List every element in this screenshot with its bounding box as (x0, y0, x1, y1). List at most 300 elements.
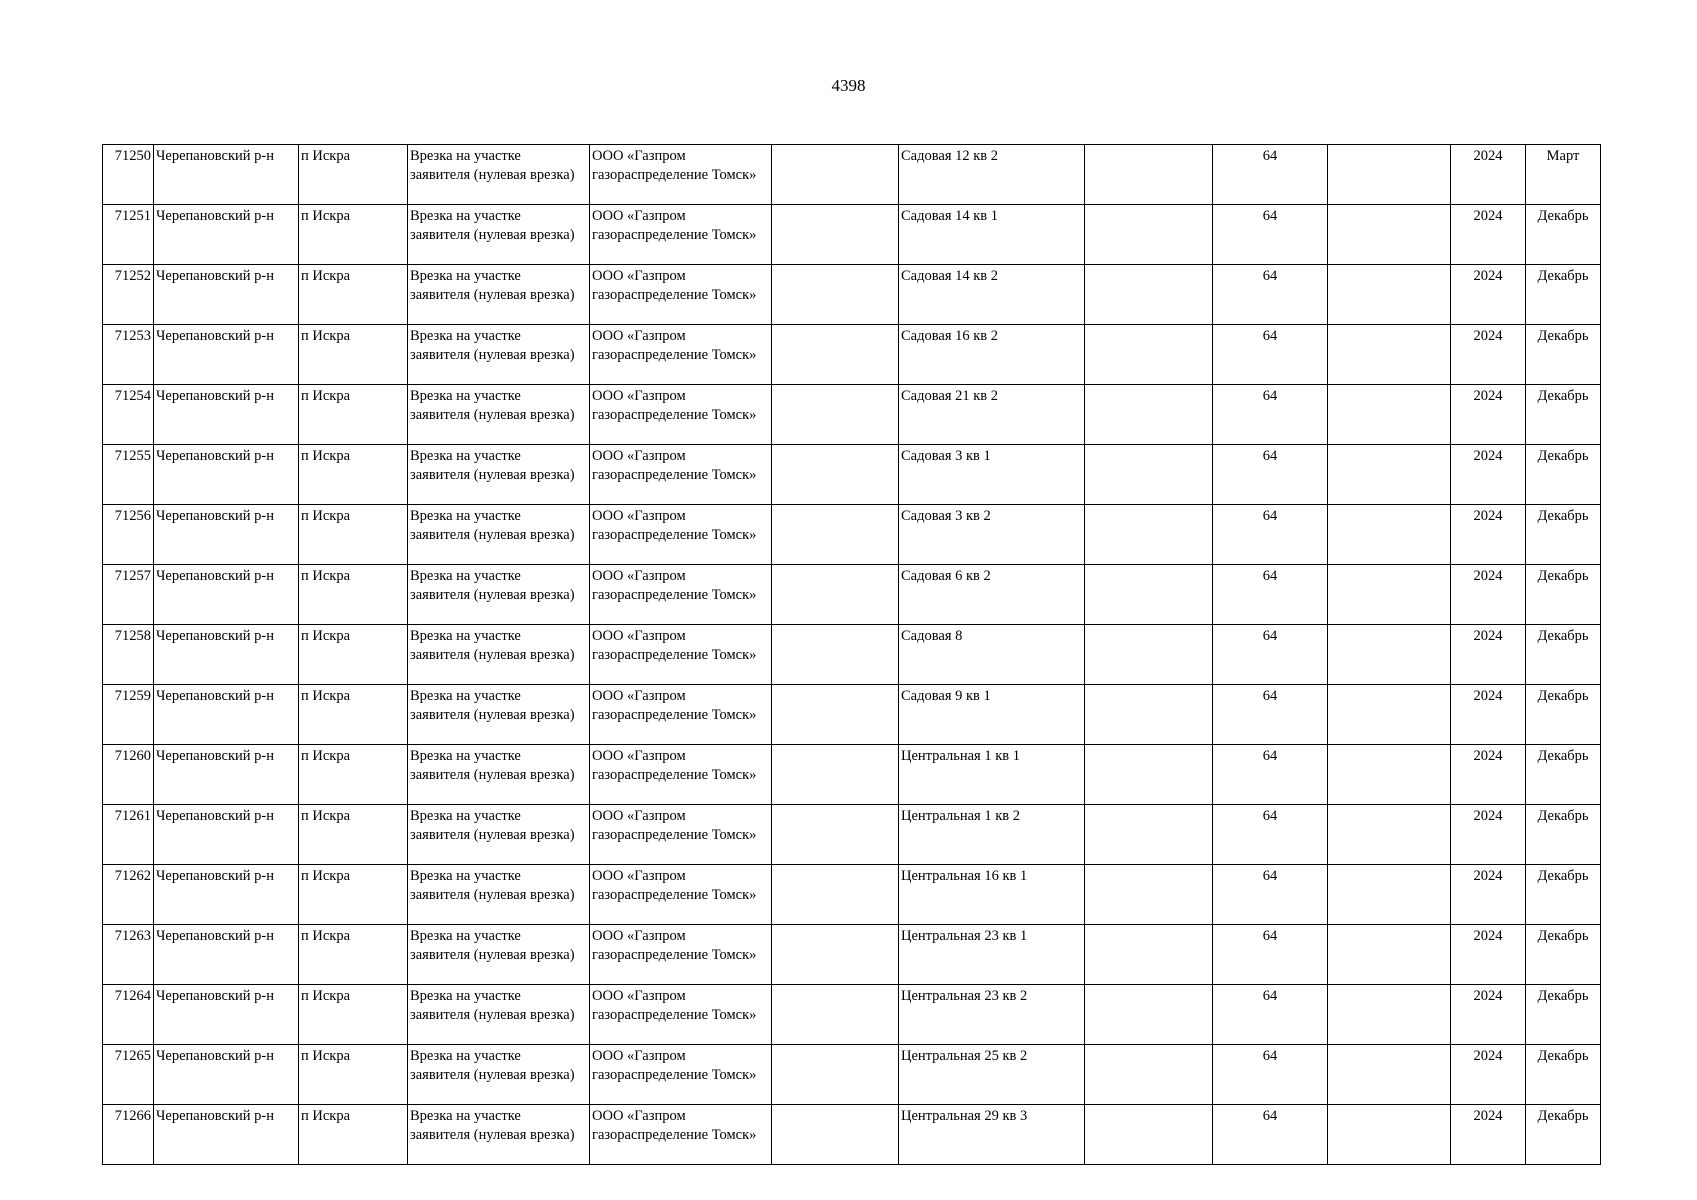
work-type-cell (408, 505, 590, 565)
empty-cell (772, 865, 899, 925)
empty-cell (772, 565, 899, 625)
work-type-line1: Врезка на участке (410, 628, 521, 644)
empty-cell (1085, 565, 1213, 625)
address: Садовая 8 (901, 628, 963, 644)
empty-cell (1085, 745, 1213, 805)
power-value: 64 (1262, 1108, 1278, 1124)
work-type-line1: Врезка на участке (410, 148, 521, 164)
address-cell (899, 1105, 1085, 1165)
empty-cell (1328, 805, 1451, 865)
address-cell (899, 925, 1085, 985)
address: Садовая 9 кв 1 (901, 688, 991, 704)
year-cell (1451, 205, 1526, 265)
organization-cell (590, 985, 772, 1045)
address: Центральная 29 кв 3 (901, 1108, 1028, 1124)
address: Центральная 1 кв 2 (901, 808, 1020, 824)
district: Черепановский р-н (156, 688, 274, 704)
year-value: 2024 (1473, 748, 1503, 764)
empty-cell (1328, 565, 1451, 625)
row-number-cell (103, 145, 154, 205)
empty-cell (1085, 445, 1213, 505)
power-cell (1213, 805, 1328, 865)
gasification-table (102, 144, 1601, 1165)
work-type-line2: заявителя (нулевая врезка) (410, 1127, 575, 1143)
organization-line1: ООО «Газпром (592, 628, 686, 644)
settlement-cell (299, 265, 408, 325)
empty-cell (1328, 505, 1451, 565)
organization-cell (590, 145, 772, 205)
empty-cell (772, 445, 899, 505)
table-row (103, 985, 1601, 1045)
organization-line2: газораспределение Томск» (592, 587, 757, 603)
year-cell (1451, 385, 1526, 445)
district: Черепановский р-н (156, 628, 274, 644)
work-type-line2: заявителя (нулевая врезка) (410, 767, 575, 783)
district-cell (154, 145, 299, 205)
district-cell (154, 865, 299, 925)
row-number-cell (103, 445, 154, 505)
work-type-line1: Врезка на участке (410, 688, 521, 704)
empty-cell (1085, 985, 1213, 1045)
organization-cell (590, 625, 772, 685)
empty-cell (772, 985, 899, 1045)
row-number: 71256 (114, 508, 151, 524)
district-cell (154, 805, 299, 865)
organization-cell (590, 745, 772, 805)
organization-line1: ООО «Газпром (592, 448, 686, 464)
organization-line2: газораспределение Томск» (592, 707, 757, 723)
work-type-line2: заявителя (нулевая врезка) (410, 647, 575, 663)
organization-cell (590, 1045, 772, 1105)
empty-cell (772, 1045, 899, 1105)
year-value: 2024 (1473, 1048, 1503, 1064)
settlement: п Искра (301, 388, 351, 404)
table-row (103, 805, 1601, 865)
work-type-line1: Врезка на участке (410, 748, 521, 764)
organization-line2: газораспределение Томск» (592, 407, 757, 423)
district: Черепановский р-н (156, 208, 274, 224)
empty-cell (772, 625, 899, 685)
power-cell (1213, 625, 1328, 685)
organization-line2: газораспределение Томск» (592, 287, 757, 303)
address-cell (899, 505, 1085, 565)
address-cell (899, 445, 1085, 505)
address-cell (899, 1045, 1085, 1105)
month-cell (1526, 385, 1601, 445)
row-number-cell (103, 745, 154, 805)
district: Черепановский р-н (156, 988, 274, 1004)
year-cell (1451, 565, 1526, 625)
organization-cell (590, 505, 772, 565)
power-cell (1213, 445, 1328, 505)
table-row (103, 685, 1601, 745)
district: Черепановский р-н (156, 328, 274, 344)
power-cell (1213, 265, 1328, 325)
power-value: 64 (1262, 628, 1278, 644)
organization-line1: ООО «Газпром (592, 868, 686, 884)
row-number: 71260 (114, 748, 151, 764)
empty-cell (1085, 145, 1213, 205)
organization-cell (590, 445, 772, 505)
work-type-line2: заявителя (нулевая врезка) (410, 1067, 575, 1083)
year-value: 2024 (1473, 928, 1503, 944)
row-number-cell (103, 1045, 154, 1105)
power-value: 64 (1262, 208, 1278, 224)
address: Центральная 16 кв 1 (901, 868, 1028, 884)
year-value: 2024 (1473, 1108, 1503, 1124)
work-type-line2: заявителя (нулевая врезка) (410, 887, 575, 903)
organization-cell (590, 865, 772, 925)
row-number: 71263 (114, 928, 151, 944)
address-cell (899, 145, 1085, 205)
table-row (103, 385, 1601, 445)
year-cell (1451, 325, 1526, 385)
year-cell (1451, 745, 1526, 805)
empty-cell (1328, 325, 1451, 385)
settlement-cell (299, 865, 408, 925)
page-number: 4398 (831, 76, 866, 95)
work-type-cell (408, 1105, 590, 1165)
address-cell (899, 685, 1085, 745)
settlement: п Искра (301, 688, 351, 704)
address: Садовая 14 кв 1 (901, 208, 999, 224)
organization-line1: ООО «Газпром (592, 808, 686, 824)
work-type-line2: заявителя (нулевая врезка) (410, 287, 575, 303)
month-value: Декабрь (1537, 628, 1589, 644)
organization-line2: газораспределение Томск» (592, 947, 757, 963)
organization-line2: газораспределение Томск» (592, 227, 757, 243)
work-type-line1: Врезка на участке (410, 808, 521, 824)
row-number-cell (103, 685, 154, 745)
row-number-cell (103, 565, 154, 625)
work-type-cell (408, 805, 590, 865)
row-number-cell (103, 985, 154, 1045)
empty-cell (1085, 1045, 1213, 1105)
year-cell (1451, 685, 1526, 745)
organization-line1: ООО «Газпром (592, 328, 686, 344)
month-cell (1526, 505, 1601, 565)
power-cell (1213, 925, 1328, 985)
organization-line1: ООО «Газпром (592, 508, 686, 524)
settlement-cell (299, 565, 408, 625)
organization-line1: ООО «Газпром (592, 208, 686, 224)
year-cell (1451, 1045, 1526, 1105)
work-type-cell (408, 145, 590, 205)
district-cell (154, 445, 299, 505)
settlement: п Искра (301, 448, 351, 464)
month-cell (1526, 445, 1601, 505)
power-cell (1213, 985, 1328, 1045)
power-value: 64 (1262, 448, 1278, 464)
organization-line2: газораспределение Томск» (592, 827, 757, 843)
power-cell (1213, 205, 1328, 265)
power-value: 64 (1262, 808, 1278, 824)
empty-cell (1328, 925, 1451, 985)
empty-cell (1085, 805, 1213, 865)
row-number: 71258 (114, 628, 151, 644)
power-value: 64 (1262, 1048, 1278, 1064)
month-value: Декабрь (1537, 688, 1589, 704)
settlement-cell (299, 985, 408, 1045)
work-type-line2: заявителя (нулевая врезка) (410, 707, 575, 723)
month-cell (1526, 1045, 1601, 1105)
month-cell (1526, 805, 1601, 865)
address-cell (899, 805, 1085, 865)
empty-cell (772, 745, 899, 805)
month-value: Декабрь (1537, 748, 1589, 764)
settlement-cell (299, 1045, 408, 1105)
table-row (103, 205, 1601, 265)
settlement-cell (299, 325, 408, 385)
power-value: 64 (1262, 568, 1278, 584)
district: Черепановский р-н (156, 808, 274, 824)
row-number-cell (103, 865, 154, 925)
organization-line2: газораспределение Томск» (592, 1127, 757, 1143)
empty-cell (772, 325, 899, 385)
district: Черепановский р-н (156, 1108, 274, 1124)
month-cell (1526, 565, 1601, 625)
work-type-line2: заявителя (нулевая врезка) (410, 467, 575, 483)
table-row (103, 565, 1601, 625)
organization-line1: ООО «Газпром (592, 988, 686, 1004)
row-number: 71254 (114, 388, 151, 404)
settlement-cell (299, 385, 408, 445)
row-number-cell (103, 205, 154, 265)
month-value: Декабрь (1537, 328, 1589, 344)
empty-cell (1328, 745, 1451, 805)
district-cell (154, 505, 299, 565)
work-type-line2: заявителя (нулевая врезка) (410, 227, 575, 243)
work-type-line1: Врезка на участке (410, 328, 521, 344)
year-value: 2024 (1473, 508, 1503, 524)
settlement: п Искра (301, 1048, 351, 1064)
work-type-line2: заявителя (нулевая врезка) (410, 407, 575, 423)
month-cell (1526, 625, 1601, 685)
settlement: п Искра (301, 1108, 351, 1124)
power-cell (1213, 865, 1328, 925)
table-row (103, 745, 1601, 805)
work-type-line1: Врезка на участке (410, 988, 521, 1004)
row-number: 71252 (114, 268, 151, 284)
district-cell (154, 625, 299, 685)
address-cell (899, 205, 1085, 265)
empty-cell (1328, 985, 1451, 1045)
district-cell (154, 685, 299, 745)
power-value: 64 (1262, 688, 1278, 704)
month-value: Декабрь (1537, 388, 1589, 404)
district-cell (154, 1045, 299, 1105)
work-type-line1: Врезка на участке (410, 388, 521, 404)
power-value: 64 (1262, 928, 1278, 944)
row-number: 71266 (114, 1108, 151, 1124)
year-value: 2024 (1473, 988, 1503, 1004)
settlement-cell (299, 805, 408, 865)
month-cell (1526, 925, 1601, 985)
organization-cell (590, 805, 772, 865)
year-value: 2024 (1473, 148, 1503, 164)
empty-cell (772, 205, 899, 265)
empty-cell (1328, 685, 1451, 745)
table-row (103, 265, 1601, 325)
address: Садовая 6 кв 2 (901, 568, 991, 584)
row-number: 71253 (114, 328, 151, 344)
address-cell (899, 565, 1085, 625)
year-cell (1451, 925, 1526, 985)
work-type-line1: Врезка на участке (410, 268, 521, 284)
address: Садовая 21 кв 2 (901, 388, 999, 404)
table-row (103, 925, 1601, 985)
month-value: Декабрь (1537, 568, 1589, 584)
organization-line2: газораспределение Томск» (592, 167, 757, 183)
empty-cell (1085, 1105, 1213, 1165)
work-type-cell (408, 205, 590, 265)
organization-line2: газораспределение Томск» (592, 527, 757, 543)
month-cell (1526, 685, 1601, 745)
empty-cell (1328, 1105, 1451, 1165)
district-cell (154, 565, 299, 625)
district: Черепановский р-н (156, 388, 274, 404)
month-cell (1526, 205, 1601, 265)
organization-cell (590, 925, 772, 985)
empty-cell (772, 145, 899, 205)
month-cell (1526, 985, 1601, 1045)
organization-cell (590, 205, 772, 265)
work-type-line1: Врезка на участке (410, 1048, 521, 1064)
month-cell (1526, 865, 1601, 925)
work-type-line2: заявителя (нулевая врезка) (410, 167, 575, 183)
settlement: п Искра (301, 748, 351, 764)
work-type-cell (408, 865, 590, 925)
address: Садовая 3 кв 1 (901, 448, 991, 464)
table-row (103, 1045, 1601, 1105)
row-number-cell (103, 325, 154, 385)
power-value: 64 (1262, 988, 1278, 1004)
power-cell (1213, 685, 1328, 745)
work-type-cell (408, 325, 590, 385)
empty-cell (772, 1105, 899, 1165)
table-row (103, 505, 1601, 565)
district: Черепановский р-н (156, 448, 274, 464)
table-row (103, 445, 1601, 505)
month-value: Декабрь (1537, 508, 1589, 524)
row-number-cell (103, 805, 154, 865)
empty-cell (1085, 505, 1213, 565)
year-value: 2024 (1473, 688, 1503, 704)
row-number: 71250 (114, 148, 151, 164)
settlement-cell (299, 145, 408, 205)
month-value: Декабрь (1537, 1108, 1589, 1124)
empty-cell (1328, 1045, 1451, 1105)
row-number: 71265 (114, 1048, 151, 1064)
table-body (103, 145, 1601, 1165)
power-cell (1213, 1105, 1328, 1165)
district-cell (154, 385, 299, 445)
empty-cell (772, 685, 899, 745)
organization-line1: ООО «Газпром (592, 688, 686, 704)
work-type-line1: Врезка на участке (410, 208, 521, 224)
year-value: 2024 (1473, 328, 1503, 344)
settlement-cell (299, 925, 408, 985)
table-row (103, 145, 1601, 205)
month-cell (1526, 265, 1601, 325)
year-cell (1451, 805, 1526, 865)
row-number: 71264 (114, 988, 151, 1004)
power-value: 64 (1262, 388, 1278, 404)
year-value: 2024 (1473, 628, 1503, 644)
empty-cell (1085, 325, 1213, 385)
settlement: п Искра (301, 808, 351, 824)
settlement: п Искра (301, 148, 351, 164)
address-cell (899, 385, 1085, 445)
empty-cell (772, 925, 899, 985)
row-number-cell (103, 1105, 154, 1165)
district-cell (154, 985, 299, 1045)
power-value: 64 (1262, 148, 1278, 164)
work-type-cell (408, 385, 590, 445)
organization-line2: газораспределение Томск» (592, 347, 757, 363)
power-cell (1213, 145, 1328, 205)
address-cell (899, 625, 1085, 685)
month-cell (1526, 325, 1601, 385)
district-cell (154, 265, 299, 325)
year-value: 2024 (1473, 268, 1503, 284)
month-cell (1526, 1105, 1601, 1165)
year-value: 2024 (1473, 448, 1503, 464)
organization-cell (590, 325, 772, 385)
power-value: 64 (1262, 328, 1278, 344)
empty-cell (1328, 625, 1451, 685)
settlement: п Искра (301, 508, 351, 524)
month-value: Декабрь (1537, 268, 1589, 284)
work-type-line2: заявителя (нулевая врезка) (410, 947, 575, 963)
row-number-cell (103, 925, 154, 985)
organization-line2: газораспределение Томск» (592, 1067, 757, 1083)
address: Центральная 1 кв 1 (901, 748, 1020, 764)
month-value: Декабрь (1537, 208, 1589, 224)
district: Черепановский р-н (156, 508, 274, 524)
address: Садовая 3 кв 2 (901, 508, 991, 524)
settlement-cell (299, 445, 408, 505)
work-type-line2: заявителя (нулевая врезка) (410, 1007, 575, 1023)
work-type-line1: Врезка на участке (410, 568, 521, 584)
power-cell (1213, 745, 1328, 805)
empty-cell (772, 505, 899, 565)
organization-line1: ООО «Газпром (592, 148, 686, 164)
district: Черепановский р-н (156, 268, 274, 284)
empty-cell (1085, 685, 1213, 745)
year-value: 2024 (1473, 868, 1503, 884)
work-type-cell (408, 685, 590, 745)
year-value: 2024 (1473, 568, 1503, 584)
settlement: п Искра (301, 268, 351, 284)
address: Садовая 16 кв 2 (901, 328, 999, 344)
work-type-cell (408, 565, 590, 625)
power-cell (1213, 1045, 1328, 1105)
month-value: Декабрь (1537, 1048, 1589, 1064)
organization-line1: ООО «Газпром (592, 748, 686, 764)
year-value: 2024 (1473, 808, 1503, 824)
row-number: 71251 (114, 208, 151, 224)
address: Садовая 12 кв 2 (901, 148, 999, 164)
address-cell (899, 325, 1085, 385)
month-value: Март (1546, 148, 1580, 164)
month-value: Декабрь (1537, 448, 1589, 464)
month-value: Декабрь (1537, 988, 1589, 1004)
district: Черепановский р-н (156, 928, 274, 944)
settlement: п Искра (301, 328, 351, 344)
power-cell (1213, 325, 1328, 385)
settlement-cell (299, 1105, 408, 1165)
